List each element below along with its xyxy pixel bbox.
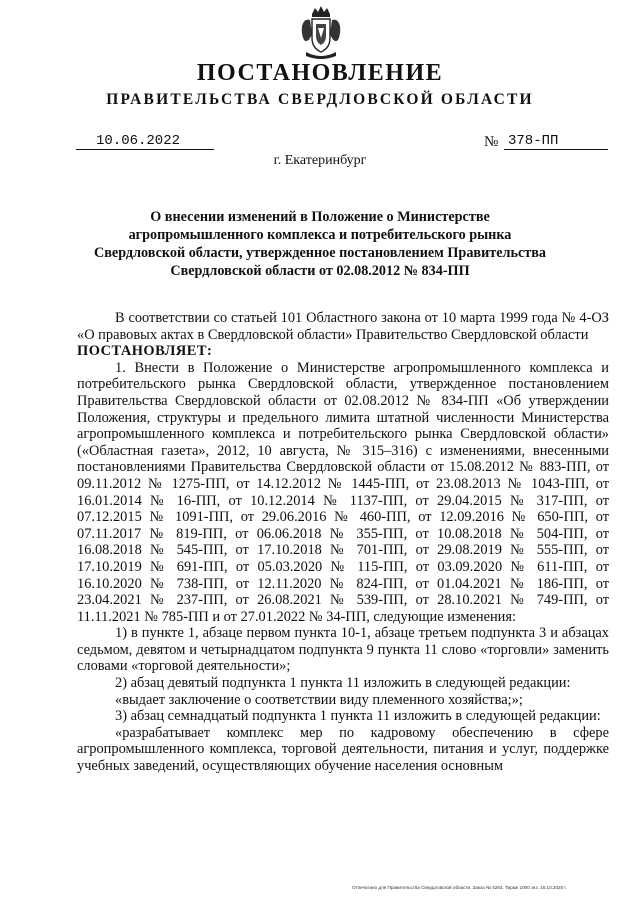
subitem-2-quote: «выдает заключение о соответствии виду племенного хозяйства;»; <box>115 691 523 708</box>
document-city: г. Екатеринбург <box>273 153 367 168</box>
heading-line: Свердловской области от 02.08.2012 № 834-ПП <box>170 263 470 279</box>
item-1-paragraph: 1. Внести в Положение о Министерстве агропромышленного комплекса и потребительского рынка Свердловской области, утвержденное постановлением Правительства Свердловской области от 02.08.2012 № 834-ПП «Об утверждении Положения, структуры и предельного лимита штатной численности Министерства агропромышленного комплекса и потребительского рынка Свердловской области» («Областная газета», 2012, 10 августа, № 315–316) с изменениями, внесенными постановлениями Правительства Свердловской области от 15.08.2012 № 883-ПП, от 09.11.2012 № 1275-ПП, от 14.12.2012 № 1445-ПП, от 23.08.2013 № 1043-ПП, от 16.01.2014 № 16-ПП, от 10.12.2014 № 1137-ПП, от 29.04.2015 № 317-ПП, от 07.12.2015 № 1091-ПП, от 29.06.2016 № 460-ПП, от 12.09.2016 № 650-ПП, от 07.11.2017 № 819-ПП, от 06.06.2018 № 355-ПП, от 10.08.2018 № 504-ПП, от 16.08.2018 № 545-ПП, от 17.10.2018 № 701-ПП, от 29.08.2019 № 555-ПП, от 17.10.2019 № 691-ПП, от 05.03.2020 № 115-ПП, от 03.09.2020 № 611-ПП, от 16.10.2020 № 738-ПП, от 12.11.2020 № 824-ПП, от 01.04.2021 № 186-ПП, от 23.04.2021 № 237-ПП, от 26.08.2021 № 539-ПП, от 28.10.2021 № 749-ПП, от 11.11.2021 № 785-ПП и от 27.01.2022 № 34-ПП, следующие изменения: <box>77 359 609 625</box>
document-body <box>77 310 609 775</box>
document-title: ПОСТАНОВЛЕНИЕ <box>196 60 444 86</box>
subitem-3-paragraph: 3) абзац семнадцатый подпункта 1 пункта 11 изложить в следующей редакции: <box>115 708 601 725</box>
heading-line: агропромышленного комплекса и потребительского рынка <box>128 227 512 243</box>
document-number: 378-ПП <box>504 133 608 150</box>
document-issuer: ПРАВИТЕЛЬСТВА СВЕРДЛОВСКОЙ ОБЛАСТИ <box>106 91 534 108</box>
resolves-heading: ПОСТАНОВЛЯЕТ: <box>77 343 213 360</box>
subitem-3-quote: «разрабатывает комплекс мер по кадровому обеспечению в сфере агропромышленного комплекса, торговой деятельности, питания и услуг, поддержке учебных заведений, осуществляющих обучение населения основным <box>77 724 609 775</box>
subitem-1-paragraph: 1) в пункте 1, абзаце первом пункта 10-1, абзаце третьем подпункта 3 и абзацах седьмом, девятом и четырнадцатом подпункта 9 пункта 11 слово «торговли» заменить словами «торговой деятельности»; <box>77 625 609 675</box>
document-date: 10.06.2022 <box>76 133 214 150</box>
subitem-2-paragraph: 2) абзац девятый подпункта 1 пункта 11 изложить в следующей редакции: <box>115 675 571 692</box>
heading-line: Свердловской области, утвержденное постановлением Правительства <box>93 245 546 261</box>
coat-of-arms-icon <box>300 4 342 62</box>
number-label: № <box>484 134 499 150</box>
heading-line: О внесении изменений в Положение о Министерстве <box>150 209 490 225</box>
print-imprint: Отпечатано для Правительства Свердловской области. Заказ № 4293. Тираж 1000 экз. 16.10.2020 г. <box>352 885 567 890</box>
preamble-paragraph: В соответствии со статьей 101 Областного закона от 10 марта 1999 года № 4-ОЗ «О правовых актах в Свердловской области» Правительство Свердловской области <box>77 310 609 343</box>
document-heading <box>90 208 550 280</box>
